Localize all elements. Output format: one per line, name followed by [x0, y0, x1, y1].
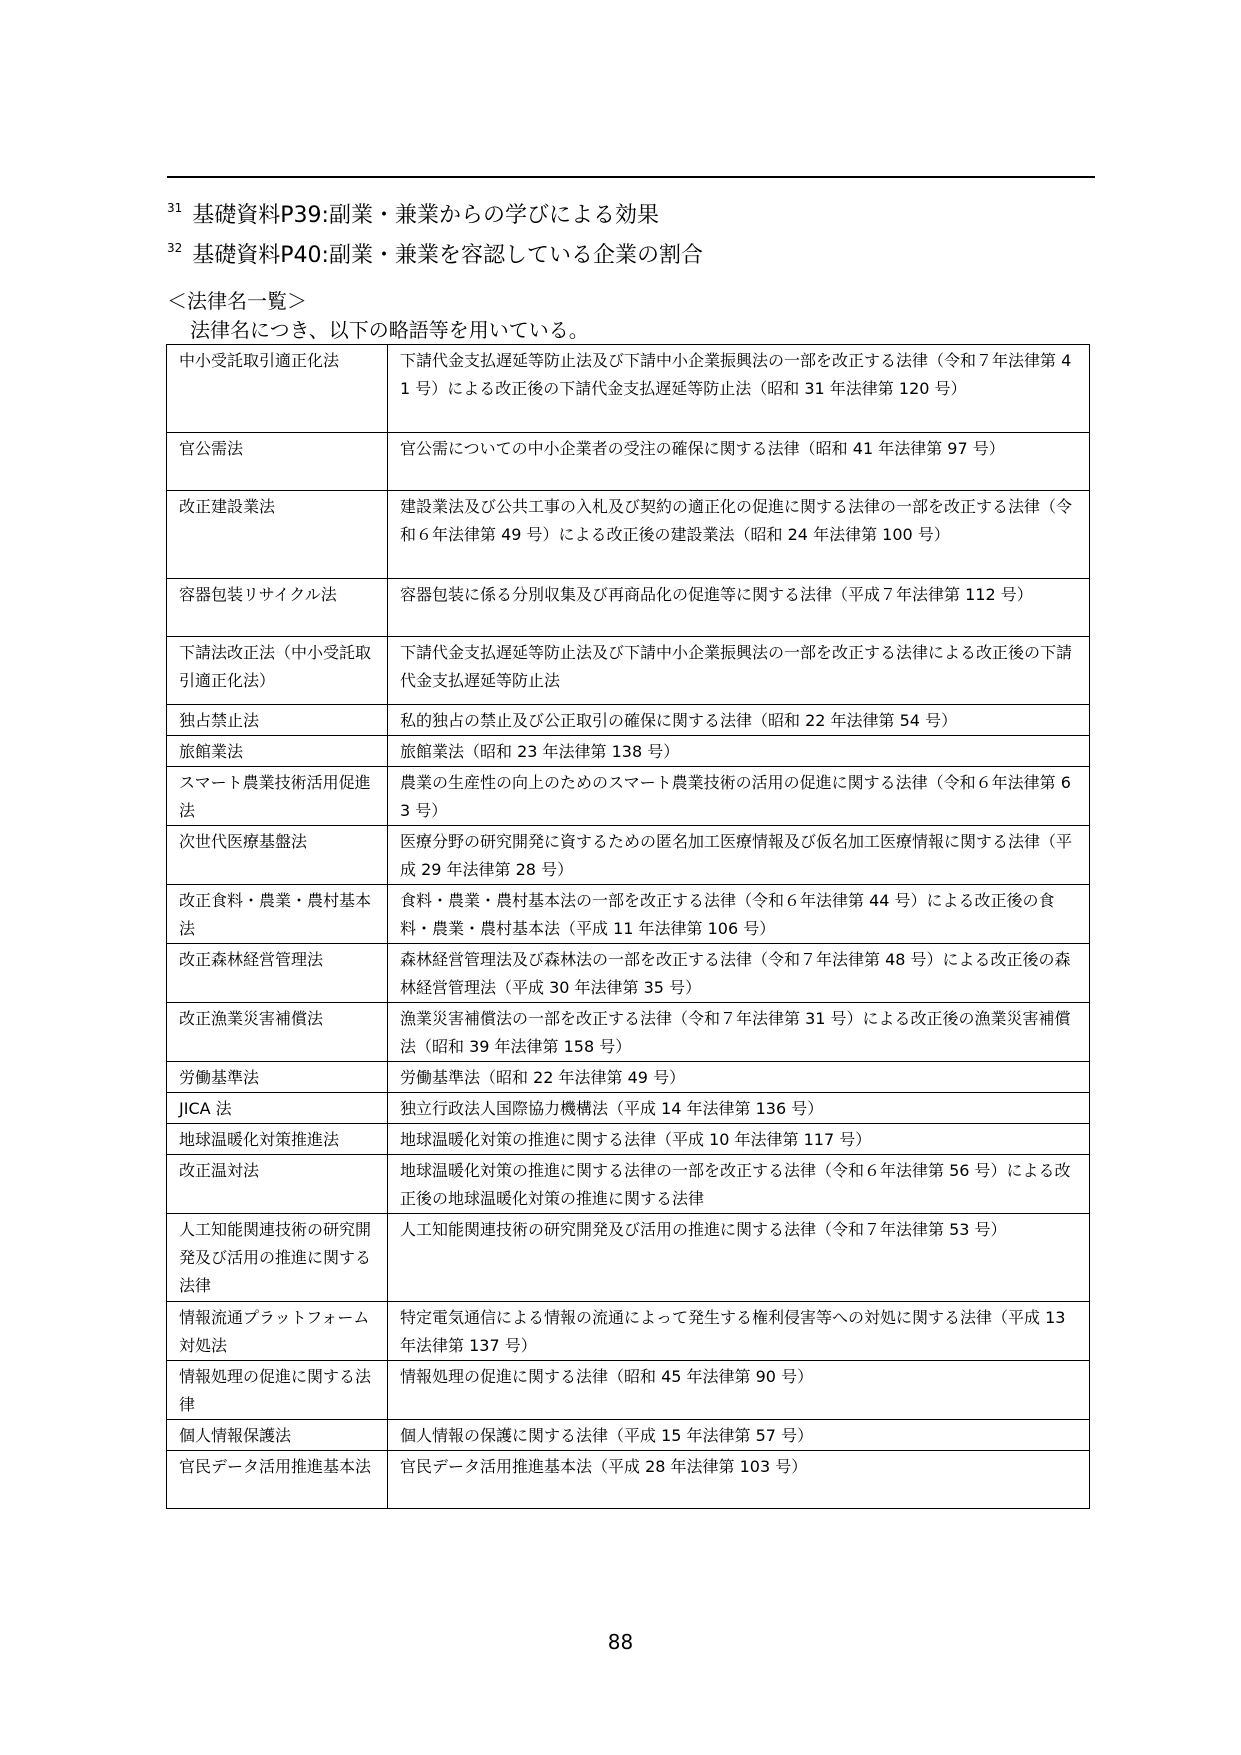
law-abbreviation: 改正食料・農業・農村基本法 — [167, 885, 388, 944]
law-abbreviation: 容器包装リサイクル法 — [167, 579, 388, 637]
law-full-name: 特定電気通信による情報の流通によって発生する権利侵害等への対処に関する法律（平成 13 年法律第 137 号） — [388, 1302, 1090, 1361]
table-row — [167, 1124, 1090, 1155]
law-abbreviation-table — [166, 344, 1090, 1509]
law-full-name: 食料・農業・農村基本法の一部を改正する法律（令和６年法律第 44 号）による改正後の食料・農業・農村基本法（平成 11 年法律第 106 号） — [388, 885, 1090, 944]
table-row — [167, 433, 1090, 491]
table-row — [167, 345, 1090, 433]
law-full-name: 下請代金支払遅延等防止法及び下請中小企業振興法の一部を改正する法律（令和７年法律第 41 号）による改正後の下請代金支払遅延等防止法（昭和 31 年法律第 120 号） — [388, 345, 1090, 433]
law-full-name: 地球温暖化対策の推進に関する法律の一部を改正する法律（令和６年法律第 56 号）による改正後の地球温暖化対策の推進に関する法律 — [388, 1155, 1090, 1214]
law-abbreviation: スマート農業技術活用促進法 — [167, 767, 388, 826]
table-row — [167, 1420, 1090, 1451]
footnote-separator — [167, 176, 1095, 178]
law-abbreviation: 個人情報保護法 — [167, 1420, 388, 1451]
law-full-name: 農業の生産性の向上のためのスマート農業技術の活用の促進に関する法律（令和６年法律第 63 号） — [388, 767, 1090, 826]
law-abbreviation: 情報流通プラットフォーム対処法 — [167, 1302, 388, 1361]
table-row — [167, 1155, 1090, 1214]
law-full-name: 個人情報の保護に関する法律（平成 15 年法律第 57 号） — [388, 1420, 1090, 1451]
law-abbreviation: 情報処理の促進に関する法律 — [167, 1361, 388, 1420]
law-full-name: 旅館業法（昭和 23 年法律第 138 号） — [388, 736, 1090, 767]
footnote-text: 基礎資料P40:副業・兼業を容認している企業の割合 — [192, 243, 703, 268]
table-row — [167, 826, 1090, 885]
law-full-name: 官公需についての中小企業者の受注の確保に関する法律（昭和 41 年法律第 97 号） — [388, 433, 1090, 491]
law-abbreviation: 改正漁業災害補償法 — [167, 1003, 388, 1062]
law-full-name: 漁業災害補償法の一部を改正する法律（令和７年法律第 31 号）による改正後の漁業災害補償法（昭和 39 年法律第 158 号） — [388, 1003, 1090, 1062]
law-abbreviation: 独占禁止法 — [167, 705, 388, 736]
law-abbreviation: 官民データ活用推進基本法 — [167, 1451, 388, 1509]
law-full-name: 私的独占の禁止及び公正取引の確保に関する法律（昭和 22 年法律第 54 号） — [388, 705, 1090, 736]
footnote-number: 32 — [167, 241, 183, 255]
law-full-name: 下請代金支払遅延等防止法及び下請中小企業振興法の一部を改正する法律による改正後の下請代金支払遅延等防止法 — [388, 637, 1090, 705]
table-row — [167, 1361, 1090, 1420]
law-abbreviation: 人工知能関連技術の研究開発及び活用の推進に関する法律 — [167, 1214, 388, 1302]
table-row — [167, 1451, 1090, 1509]
law-abbreviation: JICA 法 — [167, 1093, 388, 1124]
law-list-heading: ＜法律名一覧＞ — [167, 289, 307, 313]
footnote-number: 31 — [167, 201, 183, 215]
page-number: 88 — [607, 1630, 634, 1654]
law-full-name: 医療分野の研究開発に資するための匿名加工医療情報及び仮名加工医療情報に関する法律（平成 29 年法律第 28 号） — [388, 826, 1090, 885]
table-row — [167, 705, 1090, 736]
law-abbreviation: 地球温暖化対策推進法 — [167, 1124, 388, 1155]
law-abbreviation: 改正温対法 — [167, 1155, 388, 1214]
footnote-32 — [167, 232, 1087, 272]
law-abbreviation: 改正建設業法 — [167, 491, 388, 579]
table-row — [167, 1214, 1090, 1302]
table-row — [167, 944, 1090, 1003]
table-row — [167, 579, 1090, 637]
law-abbreviation: 労働基準法 — [167, 1062, 388, 1093]
footnotes — [167, 192, 1087, 272]
law-abbreviation: 改正森林経営管理法 — [167, 944, 388, 1003]
table-row — [167, 885, 1090, 944]
footnote-text: 基礎資料P39:副業・兼業からの学びによる効果 — [192, 203, 659, 228]
law-full-name: 人工知能関連技術の研究開発及び活用の推進に関する法律（令和７年法律第 53 号） — [388, 1214, 1090, 1302]
table-row — [167, 736, 1090, 767]
law-abbreviation: 下請法改正法（中小受託取引適正化法） — [167, 637, 388, 705]
law-list-intro: 法律名につき、以下の略語等を用いている。 — [190, 318, 589, 342]
table-row — [167, 491, 1090, 579]
law-full-name: 森林経営管理法及び森林法の一部を改正する法律（令和７年法律第 48 号）による改正後の森林経営管理法（平成 30 年法律第 35 号） — [388, 944, 1090, 1003]
law-abbreviation: 官公需法 — [167, 433, 388, 491]
law-full-name: 情報処理の促進に関する法律（昭和 45 年法律第 90 号） — [388, 1361, 1090, 1420]
table-row — [167, 767, 1090, 826]
table-row — [167, 1062, 1090, 1093]
footnote-31 — [167, 192, 1087, 232]
law-full-name: 地球温暖化対策の推進に関する法律（平成 10 年法律第 117 号） — [388, 1124, 1090, 1155]
table-row — [167, 1093, 1090, 1124]
law-full-name: 官民データ活用推進基本法（平成 28 年法律第 103 号） — [388, 1451, 1090, 1509]
law-abbreviation: 中小受託取引適正化法 — [167, 345, 388, 433]
law-full-name: 容器包装に係る分別収集及び再商品化の促進等に関する法律（平成７年法律第 112 号） — [388, 579, 1090, 637]
law-abbreviation: 次世代医療基盤法 — [167, 826, 388, 885]
law-full-name: 建設業法及び公共工事の入札及び契約の適正化の促進に関する法律の一部を改正する法律（令和６年法律第 49 号）による改正後の建設業法（昭和 24 年法律第 100 号） — [388, 491, 1090, 579]
law-abbreviation: 旅館業法 — [167, 736, 388, 767]
law-full-name: 労働基準法（昭和 22 年法律第 49 号） — [388, 1062, 1090, 1093]
table-row — [167, 637, 1090, 705]
table-row — [167, 1003, 1090, 1062]
table-row — [167, 1302, 1090, 1361]
law-full-name: 独立行政法人国際協力機構法（平成 14 年法律第 136 号） — [388, 1093, 1090, 1124]
